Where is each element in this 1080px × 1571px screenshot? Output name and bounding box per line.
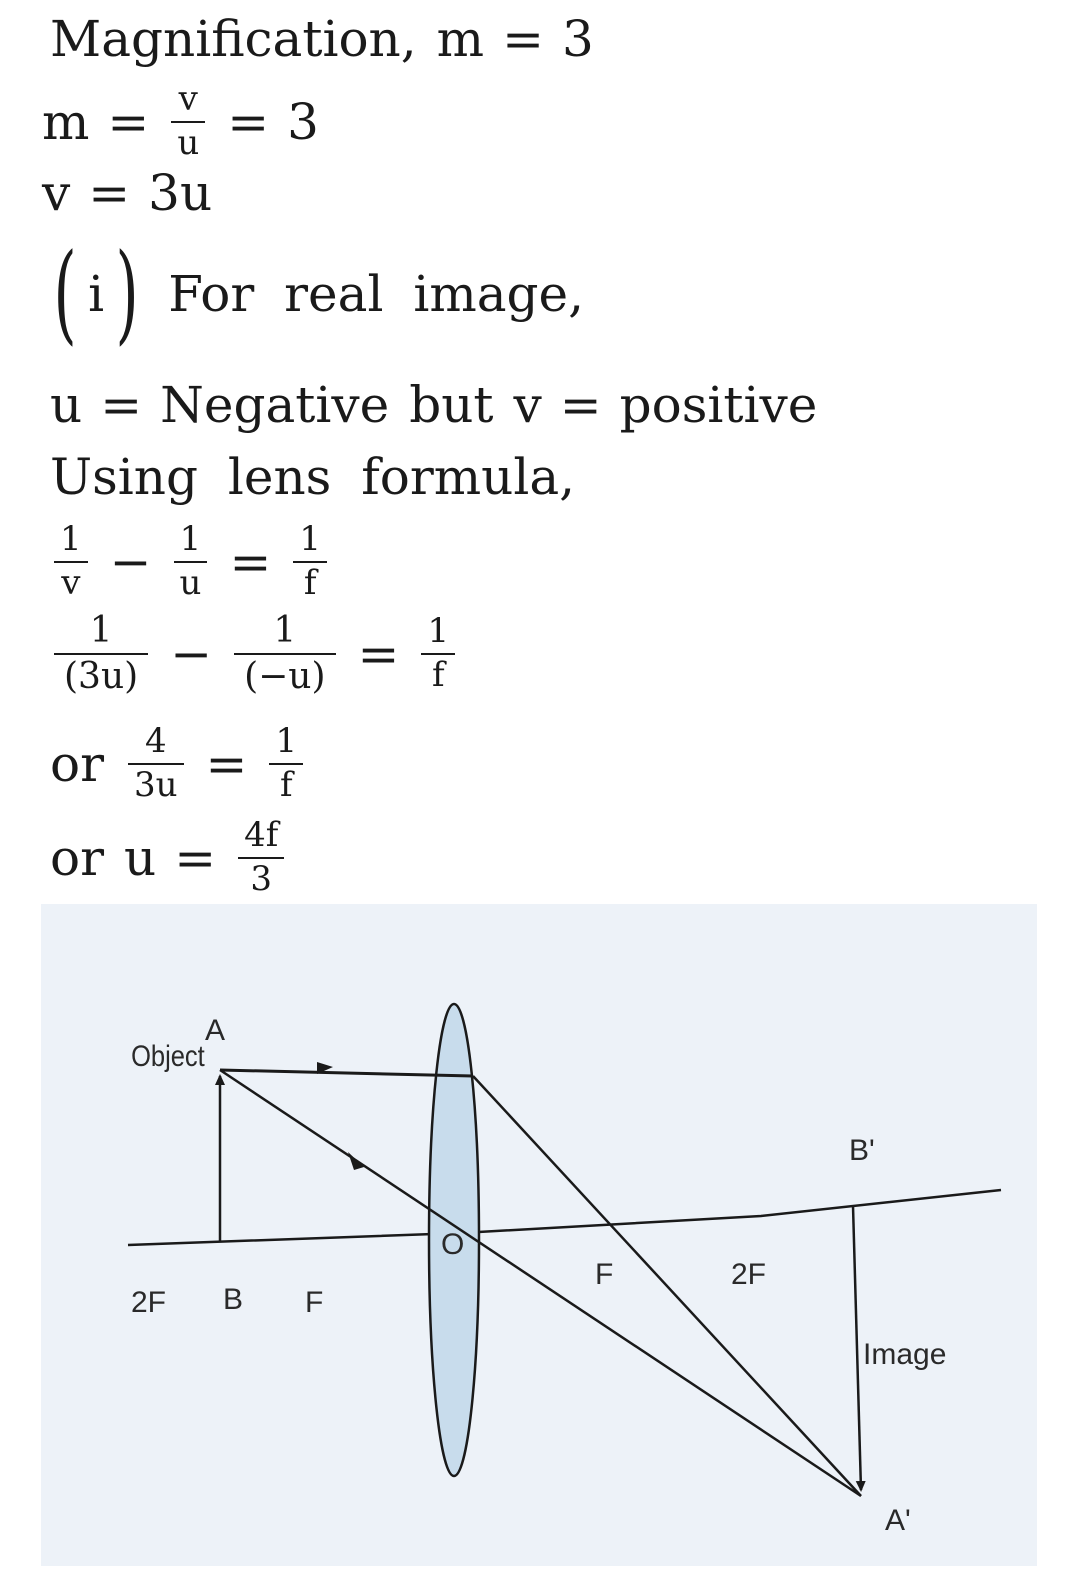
a-prime-label: A' <box>885 1504 911 1537</box>
v-symbol: v <box>42 164 71 222</box>
image-arrow <box>853 1206 861 1490</box>
u-sign-text: Negative <box>160 376 390 434</box>
principal-axis <box>128 1190 1001 1245</box>
fraction-denominator: f <box>431 654 445 695</box>
using-lens-formula-line <box>50 448 576 506</box>
sign-convention-line <box>50 376 818 434</box>
one-over-v-fraction <box>54 519 88 603</box>
fraction-numerator: 1 <box>273 610 297 651</box>
fraction-denominator: (3u) <box>64 655 139 697</box>
case-description: For real image, <box>168 265 585 323</box>
fraction-denominator: u <box>179 562 202 603</box>
two-f-right-label: 2F <box>731 1258 767 1291</box>
minus-sign: − <box>109 532 152 591</box>
using-lens-formula-text: Using lens formula, <box>50 448 576 506</box>
v-sign-text: positive <box>619 376 818 434</box>
m-symbol: m <box>436 10 485 68</box>
ray-diagram-svg <box>41 904 1037 1566</box>
equals-sign: = <box>107 92 150 151</box>
magnification-value: 3 <box>287 92 319 151</box>
equals-sign: = <box>559 376 602 434</box>
fraction-numerator: 1 <box>60 519 82 559</box>
fraction-denominator: (−u) <box>244 655 326 697</box>
focus-left-label: F <box>305 1286 324 1319</box>
u-symbol: u <box>50 376 83 434</box>
u-symbol: u <box>124 828 157 887</box>
fraction-denominator: 3u <box>134 764 178 805</box>
equals-sign: = <box>502 10 544 68</box>
fraction-numerator: 1 <box>179 519 202 559</box>
parallel-ray <box>220 1070 473 1076</box>
point-a-label: A <box>205 1014 226 1047</box>
substituted-formula-line <box>50 612 459 696</box>
fraction-denominator: f <box>303 562 317 603</box>
fraction-denominator: u <box>177 122 200 163</box>
point-b-label: B <box>223 1283 244 1316</box>
result-line <box>50 815 288 899</box>
fraction-denominator: 3 <box>250 858 273 899</box>
object-label: Object <box>131 1039 205 1073</box>
magnification-line <box>50 10 594 68</box>
fraction-numerator: 1 <box>427 611 450 652</box>
right-paren: ) <box>115 231 139 356</box>
equals-sign: = <box>229 532 272 591</box>
refracted-ray-through-focus <box>473 1076 861 1496</box>
left-paren: ( <box>53 231 77 356</box>
or-text: or <box>50 828 105 887</box>
case-roman-numeral: i <box>88 265 105 323</box>
or-text: or <box>50 734 105 793</box>
fraction-denominator: v <box>61 562 81 603</box>
focus-right-label: F <box>595 1258 614 1291</box>
magnification-value: 3 <box>561 10 594 68</box>
fraction-numerator: 4f <box>244 815 279 855</box>
fraction-numerator: 1 <box>275 721 298 761</box>
fraction-numerator: v <box>178 79 198 119</box>
one-over-f-fraction <box>269 721 303 805</box>
equals-sign: = <box>88 164 131 222</box>
minus-sign: − <box>170 624 213 683</box>
b-prime-label: B' <box>849 1134 875 1167</box>
v-equals-3u-line <box>42 164 213 222</box>
four-f-over-3-fraction <box>238 815 284 899</box>
magnification-label: Magnification, <box>50 10 417 68</box>
fraction-numerator: 4 <box>144 721 167 761</box>
m-symbol: m <box>42 92 90 151</box>
fraction-numerator: 1 <box>299 519 321 559</box>
one-over-f-fraction <box>293 519 327 603</box>
one-over-minus-u-fraction <box>234 612 335 696</box>
magnification-ratio-line <box>42 79 319 163</box>
lens-ray-diagram <box>41 904 1037 1566</box>
two-f-left-label: 2F <box>131 1286 167 1319</box>
four-over-3u-fraction <box>128 721 184 805</box>
v-symbol: v <box>513 376 542 434</box>
simplified-formula-line <box>50 721 307 805</box>
but-text: but <box>409 376 494 434</box>
one-over-f-fraction <box>421 611 455 695</box>
fraction-denominator: f <box>279 764 293 805</box>
equals-sign: = <box>357 624 400 683</box>
fraction-bar <box>234 653 335 655</box>
fraction-numerator: 1 <box>89 610 113 651</box>
fraction-bar <box>54 653 148 655</box>
image-label: Image <box>863 1338 947 1371</box>
central-ray-direction-arrow <box>348 1152 364 1170</box>
equals-sign: = <box>174 828 217 887</box>
optical-centre-label: O <box>441 1228 465 1261</box>
lens-formula-line <box>50 519 331 603</box>
case-real-image-line <box>44 231 585 356</box>
one-over-3u-fraction <box>54 612 148 696</box>
equals-sign: = <box>100 376 143 434</box>
v-value: 3u <box>148 164 213 222</box>
equals-sign: = <box>205 734 248 793</box>
equals-sign: = <box>227 92 270 151</box>
one-over-u-fraction <box>174 519 208 603</box>
v-over-u-fraction <box>171 79 205 163</box>
